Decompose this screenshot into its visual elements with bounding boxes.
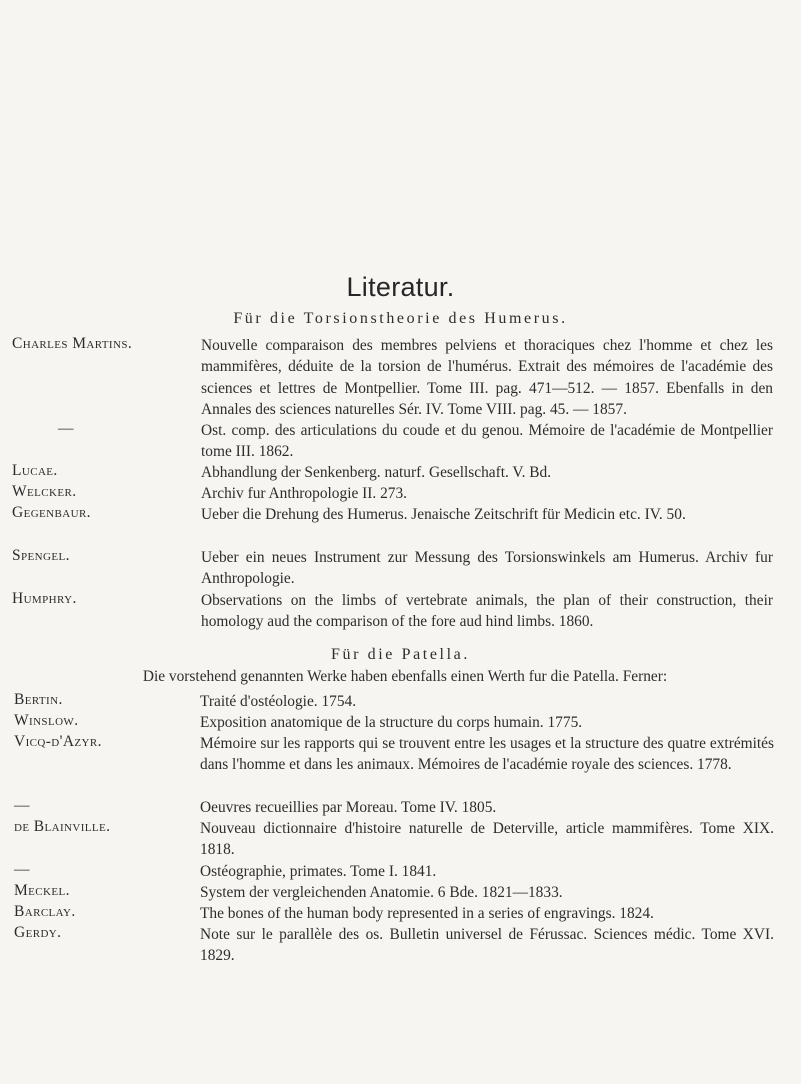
reference-author: Welcker. bbox=[12, 483, 77, 500]
reference-text: Exposition anatomique de la structure du corps humain. 1775. bbox=[200, 714, 583, 731]
reference-text: Abhandlung der Senkenberg. naturf. Gesellschaft. V. Bd. bbox=[201, 464, 552, 481]
reference-text: Traité d'ostéologie. 1754. bbox=[200, 693, 357, 710]
reference-text: Ueber ein neues Instrument zur Messung des Torsionswinkels am Humerus. Archiv fur Anthropologie. bbox=[201, 549, 773, 588]
page-title: Literatur. bbox=[346, 272, 455, 302]
reference-text: Archiv fur Anthropologie II. 273. bbox=[201, 485, 408, 502]
reference-text: Oeuvres recueillies par Moreau. Tome IV. 1805. bbox=[200, 799, 497, 816]
reference-author: Humphry. bbox=[12, 590, 77, 607]
reference-text: Mémoire sur les rapports qui se trouvent entre les usages et la structure des quatre extrémités dans l'homme et dans les animaux. Mémoires de l'académie royale des sciences. 1778. bbox=[200, 735, 774, 774]
reference-author: Lucae. bbox=[12, 462, 58, 479]
reference-author: Meckel. bbox=[14, 882, 70, 899]
reference-author: Spengel. bbox=[12, 547, 70, 564]
reference-author: Charles Martins. bbox=[12, 335, 133, 352]
reference-author: Gerdy. bbox=[14, 924, 62, 941]
reference-text: Ost. comp. des articulations du coude et du genou. Mémoire de l'académie de Montpellier tome III. 1862. bbox=[201, 422, 773, 461]
reference-author-dash: — bbox=[14, 861, 30, 878]
section-heading-patella: Für die Patella. bbox=[331, 646, 470, 663]
reference-text: Ostéographie, primates. Tome I. 1841. bbox=[200, 863, 437, 880]
reference-text: The bones of the human body represented in a series of engravings. 1824. bbox=[200, 905, 654, 922]
reference-text: System der vergleichenden Anatomie. 6 Bde. 1821—1833. bbox=[200, 884, 563, 901]
reference-author: Winslow. bbox=[14, 712, 79, 729]
section-intro: Die vorstehend genannten Werke haben ebenfalls einen Werth fur die Patella. Ferner: bbox=[142, 668, 668, 685]
reference-author-dash: — bbox=[58, 420, 74, 437]
reference-text: Ueber die Drehung des Humerus. Jenaische Zeitschrift für Medicin etc. IV. 50. bbox=[201, 506, 686, 523]
reference-text: Nouvelle comparaison des membres pelviens et thoraciques chez l'homme et chez les mammifères, déduite de la torsion de l'humérus. Extrait des mémoires de l'académie des sciences et lettres de Montpellier. Tome III. pag. 471—512. — 1857. Ebenfalls in den Annales des sciences naturelles Sér. IV. Tome VIII. pag. 45. — 1857. bbox=[201, 337, 773, 418]
reference-author: Bertin. bbox=[14, 691, 63, 708]
section-heading-humerus: Für die Torsionstheorie des Humerus. bbox=[233, 310, 568, 327]
reference-author: Gegenbaur. bbox=[12, 504, 91, 521]
reference-author: de Blainville. bbox=[14, 818, 111, 835]
reference-author: Vicq-d'Azyr. bbox=[14, 733, 102, 750]
reference-text: Note sur le parallèle des os. Bulletin universel de Férussac. Sciences médic. Tome XVI. 1829. bbox=[200, 926, 774, 965]
reference-text: Nouveau dictionnaire d'histoire naturelle de Deterville, article mammifères. Tome XIX. 1818. bbox=[200, 820, 774, 859]
reference-author: Barclay. bbox=[14, 903, 76, 920]
reference-author-dash: — bbox=[14, 797, 30, 814]
reference-text: Observations on the limbs of vertebrate animals, the plan of their construction, their homology aud the comparison of the fore aud hind limbs. 1860. bbox=[201, 592, 773, 631]
